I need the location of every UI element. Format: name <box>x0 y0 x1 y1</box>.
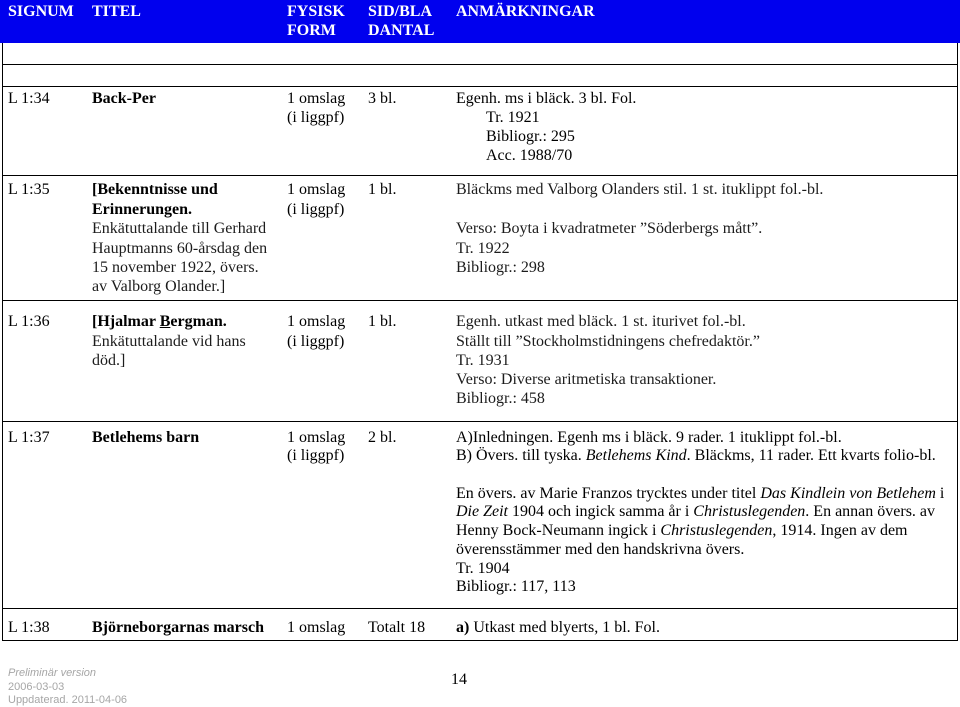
table-rule <box>2 421 958 422</box>
header-fysisk-form <box>287 2 345 40</box>
header-fysisk-form-line: FYSISK <box>287 3 345 20</box>
remarks-line: Bibliogr.: 458 <box>456 390 545 408</box>
remarks-segment: i <box>935 484 945 502</box>
form-line: 1 omslag <box>287 618 346 636</box>
header-sid-bladantal-line: DANTAL <box>368 22 435 39</box>
title-line: Hauptmanns 60-årsdag den <box>92 239 268 257</box>
remarks-segment: Utkast med blyerts, 1 bl. Fol. <box>469 618 660 636</box>
form-line: 1 omslag <box>287 313 346 331</box>
title-line: av Valborg Olander.] <box>92 278 226 296</box>
physical-form-cell <box>287 618 345 637</box>
title-cell <box>92 618 264 637</box>
title-cell <box>92 312 246 370</box>
form-line: (i liggpf) <box>287 200 345 218</box>
page-count-cell: 2 bl. <box>368 428 397 446</box>
remarks-line: A)Inledningen. Egenh ms i bläck. 9 rader. 1 ituklippt fol.-bl. <box>456 428 842 446</box>
remarks-line <box>456 447 944 466</box>
header-anmarkningar: ANMÄRKNINGAR <box>456 3 595 20</box>
remarks-segment-bold: a) <box>456 618 470 636</box>
remarks-line: Egenh. utkast med bläck. 1 st. iturivet fol.-bl. <box>456 313 746 331</box>
table-rule <box>2 608 958 609</box>
remarks-segment-italic: Das Kindlein von Betlehem <box>760 484 936 502</box>
form-line: (i liggpf) <box>287 447 345 465</box>
table-rule <box>2 300 958 301</box>
remarks-line: Verso: Diverse aritmetiska transaktioner. <box>456 371 717 389</box>
remarks-spacer <box>456 200 823 219</box>
title-segment-underlined: B <box>159 313 171 331</box>
form-line: 1 omslag <box>287 181 346 199</box>
physical-form-cell <box>287 429 345 466</box>
remarks-line: Bläckms med Valborg Olanders stil. 1 st. ituklippt fol.-bl. <box>456 181 824 199</box>
remarks-line: Tr. 1931 <box>456 351 510 369</box>
form-line: 1 omslag <box>287 428 346 446</box>
page-number: 14 <box>451 671 467 688</box>
title-cell <box>92 180 267 296</box>
page-count-cell: Totalt 18 <box>368 618 426 636</box>
footer-status: Preliminär version <box>8 667 97 679</box>
title-line: Betlehems barn <box>92 428 200 446</box>
remarks-segment-italic: Christuslegenden <box>660 522 773 540</box>
title-line: 15 november 1922, övers. <box>92 258 259 276</box>
header-signum: SIGNUM <box>8 3 74 20</box>
table-border-right <box>957 43 958 641</box>
remarks-segment: , 1914. Ingen av dem <box>772 522 908 540</box>
remarks-segment: Henny Bock-Neumann ingick i <box>456 522 661 540</box>
page-count-cell: 1 bl. <box>368 181 397 199</box>
title-cell <box>92 89 156 108</box>
title-line: Back-Per <box>92 89 156 107</box>
table-rule <box>2 86 958 87</box>
remarks-segment-italic: Christuslegenden <box>693 503 806 521</box>
remarks-line: Bibliogr.: 298 <box>456 258 545 276</box>
remarks-segment: . Bläckms, 11 rader. Ett kvarts folio-bl. <box>686 447 936 465</box>
remarks-line <box>456 503 944 522</box>
remarks-segment: . En annan övers. av <box>805 503 936 521</box>
remarks-line: Acc. 1988/70 <box>486 146 573 164</box>
page-count-cell: 1 bl. <box>368 313 397 331</box>
table-border-left <box>2 43 3 641</box>
physical-form-cell <box>287 89 345 127</box>
title-line: död.] <box>92 351 126 369</box>
remarks-segment-italic: Betlehems Kind <box>585 447 687 465</box>
table-rule <box>2 64 958 65</box>
table-border-bottom <box>2 640 958 641</box>
remarks-segment: En övers. av Marie Franzos trycktes under titel <box>456 484 761 502</box>
table-rule <box>2 175 958 176</box>
header-sid-bladantal-line: SID/BLA <box>368 3 433 20</box>
remarks-line: Verso: Boyta i kvadratmeter ”Söderbergs mått”. <box>456 220 763 238</box>
remarks-line: Tr. 1921 <box>486 108 540 126</box>
header-fysisk-form-line: FORM <box>287 22 336 39</box>
physical-form-cell <box>287 312 345 351</box>
footer-date: 2006-03-03 <box>8 681 65 693</box>
remarks-segment: B) Övers. till tyska. <box>456 447 586 465</box>
remarks-line: Egenh. ms i bläck. 3 bl. Fol. <box>456 89 637 107</box>
remarks-line: överensstämmer med den handskrivna övers. <box>456 540 745 558</box>
title-cell <box>92 429 199 448</box>
title-line: Enkätuttalande vid hans <box>92 332 246 350</box>
title-segment: [Hjalmar <box>92 313 160 331</box>
remarks-cell <box>456 180 823 277</box>
signum-cell: L 1:35 <box>8 181 50 199</box>
form-line: (i liggpf) <box>287 108 345 126</box>
page-count-cell: 3 bl. <box>368 89 397 107</box>
remarks-line: Ställt till ”Stockholmstidningens chefredaktör.” <box>456 332 760 350</box>
remarks-line <box>456 485 944 504</box>
form-line: (i liggpf) <box>287 332 345 350</box>
signum-cell: L 1:37 <box>8 428 50 446</box>
header-sid-bladantal <box>368 2 434 40</box>
title-line: Enkätuttalande till Gerhard <box>92 220 267 238</box>
signum-cell: L 1:38 <box>8 618 50 636</box>
physical-form-cell <box>287 180 345 219</box>
title-line: Erinnerungen. <box>92 200 193 218</box>
remarks-cell <box>456 89 636 165</box>
title-segment: ergman. <box>170 313 227 331</box>
header-titel: TITEL <box>92 3 141 20</box>
form-line: 1 omslag <box>287 89 346 107</box>
remarks-line: Tr. 1904 <box>456 559 510 577</box>
signum-cell: L 1:34 <box>8 89 50 107</box>
title-line: Björneborgarnas marsch <box>92 618 264 636</box>
remarks-cell <box>456 429 944 597</box>
title-line: [Bekenntnisse und <box>92 181 218 199</box>
remarks-line <box>456 618 660 637</box>
remarks-line: Bibliogr.: 117, 113 <box>456 578 576 596</box>
remarks-cell <box>456 312 760 408</box>
remarks-line <box>456 522 944 541</box>
signum-cell: L 1:36 <box>8 313 50 331</box>
remarks-segment: 1904 och ingick samma år i <box>508 503 694 521</box>
remarks-segment-italic: Die Zeit <box>456 503 508 521</box>
table-header <box>0 0 960 43</box>
remarks-spacer <box>456 466 944 485</box>
remarks-cell <box>456 618 660 637</box>
title-line <box>92 312 246 331</box>
remarks-line: Bibliogr.: 295 <box>486 127 575 145</box>
remarks-line: Tr. 1922 <box>456 239 510 257</box>
footer-updated: Uppdaterad. 2011-04-06 <box>8 694 128 706</box>
